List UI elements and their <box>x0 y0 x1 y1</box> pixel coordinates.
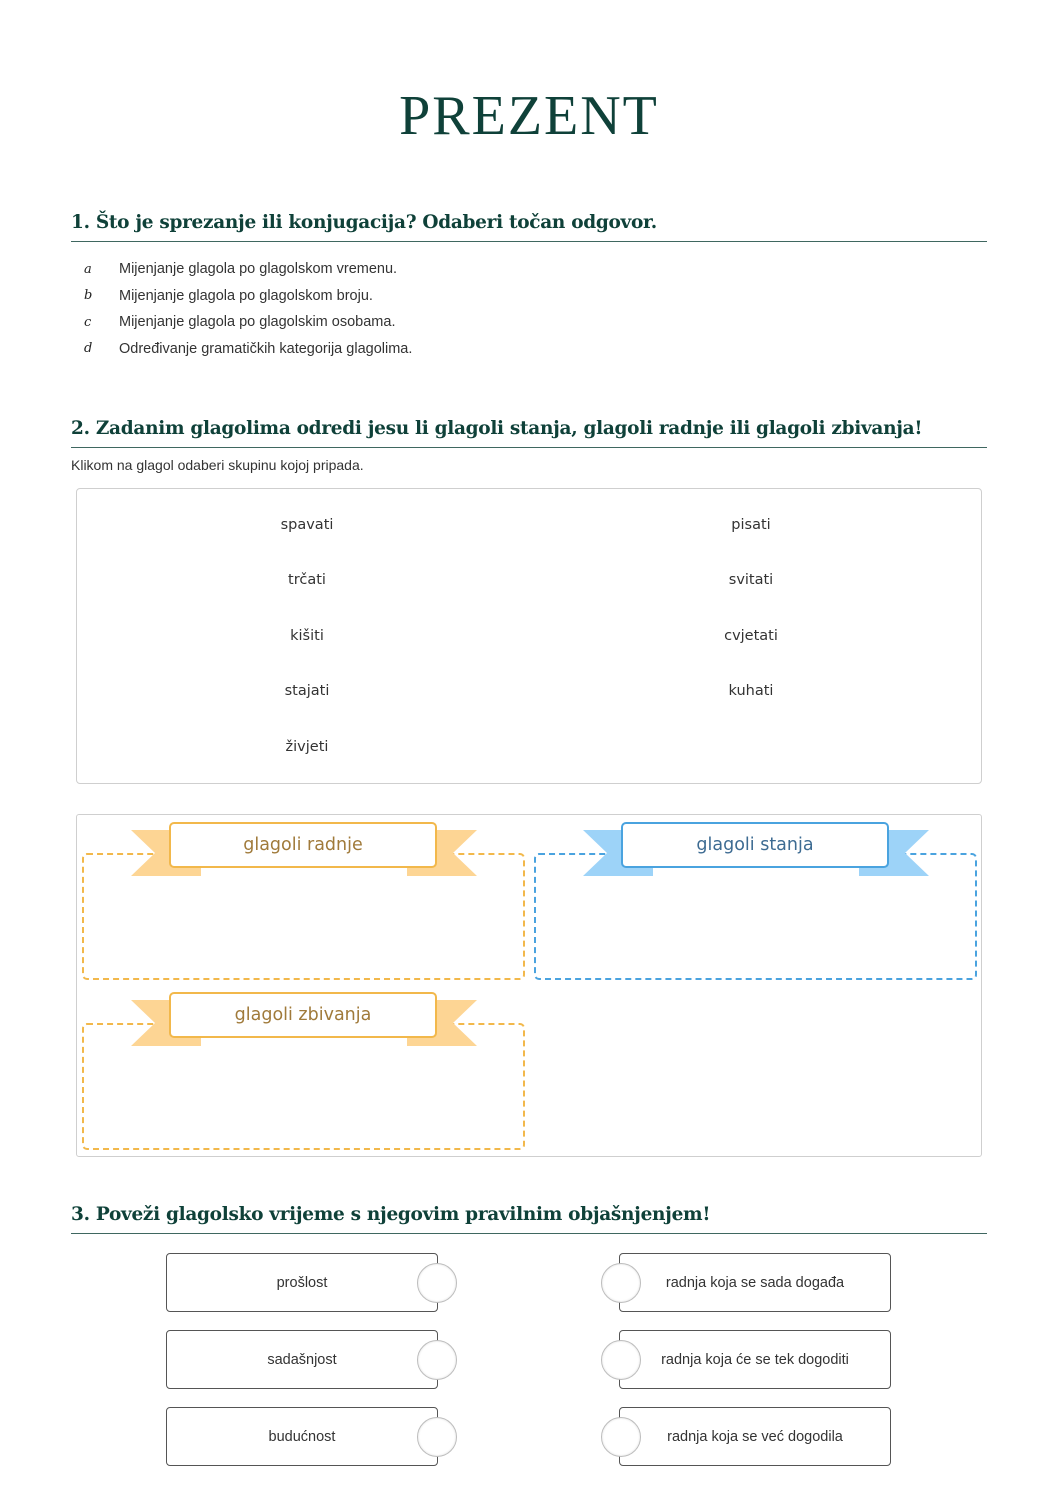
ribbon-zbivanja <box>131 992 477 1048</box>
instruction-text: Klikom na glagol odaberi skupinu kojoj pripada. <box>71 457 364 473</box>
option-c[interactable] <box>84 309 412 336</box>
match-left-label: prošlost <box>276 1274 328 1291</box>
word-item[interactable]: spavati <box>280 517 334 533</box>
option-a[interactable] <box>84 256 412 283</box>
word-item[interactable]: pisati <box>731 517 771 533</box>
section-3-heading: 3. Poveži glagolsko vrijeme s njegovim pravilnim objašnjenjem! <box>71 1204 987 1234</box>
group-label-zbivanja: glagoli zbivanja <box>169 992 437 1038</box>
match-right-item[interactable] <box>619 1407 891 1466</box>
match-left-item[interactable] <box>166 1330 438 1389</box>
connector-circle-icon[interactable] <box>417 1417 457 1457</box>
connector-circle-icon[interactable] <box>601 1263 641 1303</box>
match-left-label: budućnost <box>268 1428 336 1445</box>
connector-circle-icon[interactable] <box>601 1340 641 1380</box>
word-item[interactable]: stajati <box>284 683 330 699</box>
page-title: PREZENT <box>399 85 659 147</box>
match-right-item[interactable] <box>619 1253 891 1312</box>
match-right-label: radnja koja će se tek dogoditi <box>661 1351 849 1368</box>
category-groups <box>76 814 982 1157</box>
match-right-label: radnja koja se već dogodila <box>667 1428 843 1445</box>
word-item[interactable]: svitati <box>728 572 774 588</box>
answer-options <box>84 256 412 362</box>
option-letter: b <box>84 288 93 304</box>
word-item[interactable]: kišiti <box>290 628 324 644</box>
word-bank <box>76 488 982 784</box>
match-left-label: sadašnjost <box>267 1351 337 1368</box>
option-text: Određivanje gramatičkih kategorija glagolima. <box>119 340 413 357</box>
word-item[interactable]: cvjetati <box>724 628 778 644</box>
option-letter: c <box>84 314 92 330</box>
option-letter: a <box>84 261 92 277</box>
section-1-heading: 1. Što je sprezanje ili konjugacija? Odaberi točan odgovor. <box>71 212 987 242</box>
word-item[interactable]: živjeti <box>285 739 329 755</box>
connector-circle-icon[interactable] <box>601 1417 641 1457</box>
match-right-label: radnja koja se sada događa <box>665 1274 845 1291</box>
option-letter: d <box>84 341 93 357</box>
match-right-item[interactable] <box>619 1330 891 1389</box>
option-text: Mijenjanje glagola po glagolskim osobama. <box>119 314 396 331</box>
connector-circle-icon[interactable] <box>417 1340 457 1380</box>
group-label-stanja: glagoli stanja <box>621 822 889 868</box>
ribbon-stanja <box>583 822 929 878</box>
option-text: Mijenjanje glagola po glagolskom broju. <box>119 287 373 304</box>
match-left-item[interactable] <box>166 1407 438 1466</box>
option-d[interactable] <box>84 336 412 363</box>
option-text: Mijenjanje glagola po glagolskom vremenu. <box>119 261 398 278</box>
section-2-heading: 2. Zadanim glagolima odredi jesu li glagoli stanja, glagoli radnje ili glagoli zbivanja! <box>71 418 987 448</box>
word-item[interactable]: trčati <box>288 572 326 588</box>
match-left-item[interactable] <box>166 1253 438 1312</box>
ribbon-radnje <box>131 822 477 878</box>
connector-circle-icon[interactable] <box>417 1263 457 1303</box>
word-item[interactable]: kuhati <box>728 683 774 699</box>
group-label-radnje: glagoli radnje <box>169 822 437 868</box>
option-b[interactable] <box>84 283 412 310</box>
